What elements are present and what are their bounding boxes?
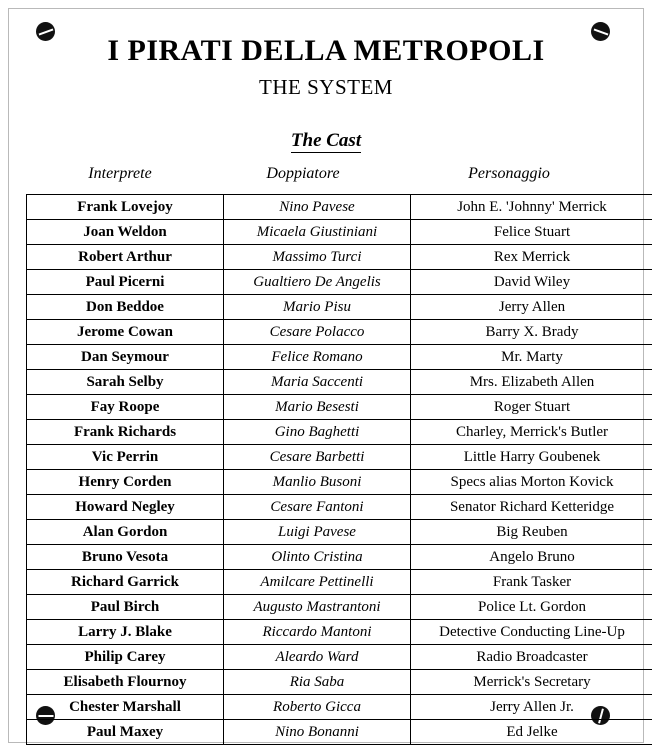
cell-personaggio: Ed Jelke [411, 720, 652, 745]
cell-interprete: Jerome Cowan [27, 320, 224, 345]
cell-doppiatore: Mario Besesti [224, 395, 411, 420]
table-row [27, 370, 652, 395]
cell-personaggio: Detective Conducting Line-Up [411, 620, 652, 645]
cell-doppiatore: Gino Baghetti [224, 420, 411, 445]
cell-personaggio: Barry X. Brady [411, 320, 652, 345]
cell-interprete: Fay Roope [27, 395, 224, 420]
cast-table-body [27, 195, 652, 745]
cell-doppiatore: Micaela Giustiniani [224, 220, 411, 245]
section-heading-text: The Cast [290, 130, 362, 151]
table-row [27, 195, 652, 220]
cell-interprete: Robert Arthur [27, 245, 224, 270]
page-subtitle: THE SYSTEM [259, 74, 393, 99]
cell-personaggio: Felice Stuart [411, 220, 652, 245]
table-row [27, 670, 652, 695]
cell-interprete: Chester Marshall [27, 695, 224, 720]
table-row [27, 245, 652, 270]
table-row [27, 345, 652, 370]
cell-personaggio: Angelo Bruno [411, 545, 652, 570]
cell-doppiatore: Olinto Cristina [224, 545, 411, 570]
cell-interprete: Don Beddoe [27, 295, 224, 320]
cell-interprete: Vic Perrin [27, 445, 224, 470]
cell-interprete: Joan Weldon [27, 220, 224, 245]
cell-personaggio: Jerry Allen [411, 295, 652, 320]
cell-interprete: Alan Gordon [27, 520, 224, 545]
page-title: I PIRATI DELLA METROPOLI [107, 34, 545, 67]
cell-personaggio: Jerry Allen Jr. [411, 695, 652, 720]
cell-personaggio: John E. 'Johnny' Merrick [411, 195, 652, 220]
section-heading [0, 130, 652, 152]
cell-doppiatore: Ria Saba [224, 670, 411, 695]
table-row [27, 645, 652, 670]
table-row [27, 545, 652, 570]
table-column-headers [26, 165, 626, 183]
cell-interprete: Henry Corden [27, 470, 224, 495]
table-row [27, 470, 652, 495]
table-row [27, 270, 652, 295]
column-header-personaggio: Personaggio [468, 165, 550, 182]
cell-personaggio: David Wiley [411, 270, 652, 295]
cell-doppiatore: Riccardo Mantoni [224, 620, 411, 645]
cell-personaggio: Mrs. Elizabeth Allen [411, 370, 652, 395]
cell-personaggio: Roger Stuart [411, 395, 652, 420]
cell-doppiatore: Massimo Turci [224, 245, 411, 270]
cell-interprete: Frank Richards [27, 420, 224, 445]
cell-interprete: Elisabeth Flournoy [27, 670, 224, 695]
cell-doppiatore: Mario Pisu [224, 295, 411, 320]
cell-interprete: Paul Picerni [27, 270, 224, 295]
cell-doppiatore: Gualtiero De Angelis [224, 270, 411, 295]
table-row [27, 420, 652, 445]
cell-personaggio: Little Harry Goubenek [411, 445, 652, 470]
cell-interprete: Paul Maxey [27, 720, 224, 745]
column-header-interprete: Interprete [88, 165, 152, 182]
cell-doppiatore: Cesare Fantoni [224, 495, 411, 520]
cell-doppiatore: Nino Bonanni [224, 720, 411, 745]
cell-doppiatore: Augusto Mastrantoni [224, 595, 411, 620]
cell-doppiatore: Roberto Gicca [224, 695, 411, 720]
table-row [27, 395, 652, 420]
cell-personaggio: Specs alias Morton Kovick [411, 470, 652, 495]
table-row [27, 620, 652, 645]
column-header-doppiatore: Doppiatore [266, 165, 340, 182]
table-row [27, 695, 652, 720]
cell-interprete: Larry J. Blake [27, 620, 224, 645]
table-row [27, 295, 652, 320]
cell-interprete: Dan Seymour [27, 345, 224, 370]
cell-personaggio: Rex Merrick [411, 245, 652, 270]
cell-interprete: Richard Garrick [27, 570, 224, 595]
title-block [0, 34, 652, 100]
cell-doppiatore: Felice Romano [224, 345, 411, 370]
table-row [27, 495, 652, 520]
table-row [27, 720, 652, 745]
table-row [27, 595, 652, 620]
cell-doppiatore: Maria Saccenti [224, 370, 411, 395]
table-row [27, 445, 652, 470]
cell-interprete: Bruno Vesota [27, 545, 224, 570]
cell-personaggio: Charley, Merrick's Butler [411, 420, 652, 445]
cell-doppiatore: Luigi Pavese [224, 520, 411, 545]
cell-interprete: Howard Negley [27, 495, 224, 520]
cell-personaggio: Frank Tasker [411, 570, 652, 595]
cell-personaggio: Merrick's Secretary [411, 670, 652, 695]
cell-doppiatore: Aleardo Ward [224, 645, 411, 670]
cast-table [26, 194, 652, 745]
cell-doppiatore: Cesare Polacco [224, 320, 411, 345]
table-row [27, 570, 652, 595]
cell-personaggio: Big Reuben [411, 520, 652, 545]
cell-interprete: Sarah Selby [27, 370, 224, 395]
table-row [27, 220, 652, 245]
cell-doppiatore: Amilcare Pettinelli [224, 570, 411, 595]
cell-personaggio: Senator Richard Ketteridge [411, 495, 652, 520]
cell-doppiatore: Nino Pavese [224, 195, 411, 220]
table-row [27, 520, 652, 545]
cell-interprete: Philip Carey [27, 645, 224, 670]
table-row [27, 320, 652, 345]
cell-doppiatore: Cesare Barbetti [224, 445, 411, 470]
cell-interprete: Paul Birch [27, 595, 224, 620]
cell-doppiatore: Manlio Busoni [224, 470, 411, 495]
cell-personaggio: Mr. Marty [411, 345, 652, 370]
cell-interprete: Frank Lovejoy [27, 195, 224, 220]
cell-personaggio: Radio Broadcaster [411, 645, 652, 670]
cell-personaggio: Police Lt. Gordon [411, 595, 652, 620]
